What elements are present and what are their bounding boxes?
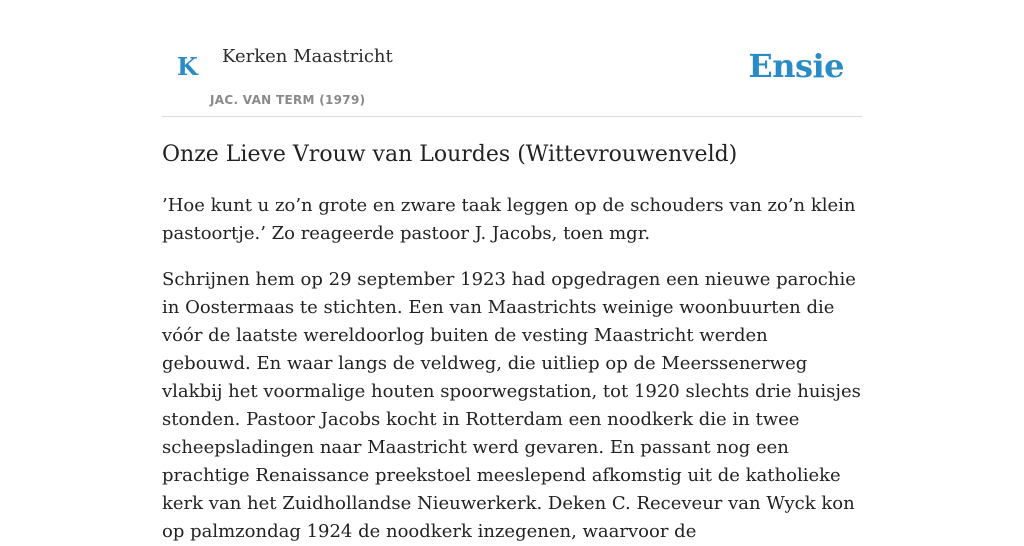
ensie-logo[interactable]: Ensie [748,47,844,85]
author-label: JAC. VAN TERM (1979) [210,93,366,107]
book-title-link[interactable]: Kerken Maastricht [222,46,393,67]
article [162,136,862,546]
article-title: Onze Lieve Vrouw van Lourdes (Wittevrouwenveld) [162,142,738,167]
article-paragraph: ’Hoe kunt u zo’n grote en zware taak leggen op de schouders van zo’n klein pastoortje.’ Zo reageerde pastoor J. Jacobs, toen mgr. [162,195,856,244]
article-paragraph: Schrijnen hem op 29 september 1923 had opgedragen een nieuwe parochie in Oostermaas te stichten. Een van Maastrichts weinige woonbuurten die vóór de laatste wereldoorlog buiten de vesting Maastricht werden gebouwd. En waar langs de veldweg, die uitliep op de Meerssenerweg vlakbij het voormalige houten spoorwegstation, tot 1920 slechts drie huisjes stonden. Pastoor Jacobs kocht in Rotterdam een noodkerk die in twee scheepsladingen naar Maastricht werd gevaren. En passant nog een prachtige Renaissance preekstoel meeslepend afkomstig uit de katholieke kerk van het Zuidhollandse Nieuwerkerk. Deken C. Receveur van Wyck kon op palmzondag 1924 de noodkerk inzegenen, waarvoor de [162,269,861,542]
book-icon[interactable]: K [177,52,198,81]
page-header [162,0,862,117]
